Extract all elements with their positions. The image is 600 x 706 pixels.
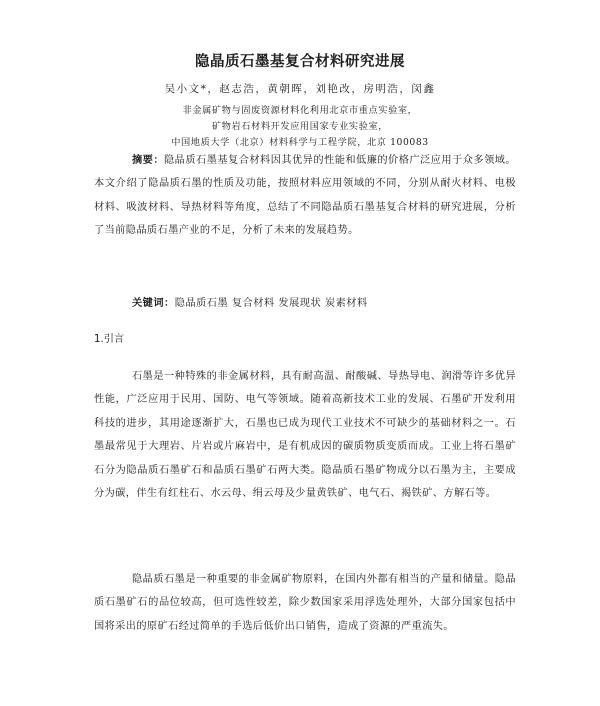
keywords-text: 隐晶质石墨 复合材料 发展现状 炭素材料 (174, 298, 368, 309)
abstract-text: 隐晶质石墨基复合材料因其优异的性能和低廉的价格广泛应用于众多领域。本文介绍了隐晶质石墨的性质及功能，按照材料应用领域的不同，分别从耐火材料、电极材料、吸波材料、导热材料等角度，总结了不同隐晶质石墨基复合材料的研究进展，分析了当前隐晶质石墨产业的不足，分析了未来的发展趋势。 (94, 155, 516, 237)
body-paragraph: 石墨是一种特殊的非金属材料，具有耐高温、耐酸碱、导热导电、润滑等许多优异性能，广泛应用于民用、国防、电气等领域。随着高新技术工业的发展、石墨矿开发利用科技的进步，其用途逐渐扩大，石墨也已成为现代工业技术不可缺少的基础材料之一。石墨最常见于大理岩、片岩或片麻岩中，是有机成因的碳质物质变质而成。工业上将石墨矿石分为隐晶质石墨矿石和晶质石墨矿石两大类。隐晶质石墨矿物成分以石墨为主，主要成分为碳，伴生有红柱石、水云母、绢云母及少量黄铁矿、电气石、褐铁矿、方解石等。 (94, 371, 516, 500)
section-heading: 1.引言 (94, 334, 125, 345)
abstract-label: 摘要： (132, 155, 165, 166)
paper-title: 隐晶质石墨基复合材料研究进展 (195, 54, 405, 70)
author-list: 吴小文*，赵志浩，黄朝晖，刘艳改，房明浩，闵鑫 (164, 83, 436, 95)
keywords-label: 关键词： (132, 298, 175, 309)
keywords (132, 294, 368, 309)
abstract (94, 149, 516, 243)
affiliation-line: 中国地质大学（北京）材料科学与工程学院，北京 100083 (171, 137, 429, 148)
affiliation-line: 矿物岩石材料开发应用国家专业实验室， (211, 121, 389, 132)
affiliation-line: 非金属矿物与固废资源材料化利用北京市重点实验室， (182, 105, 418, 116)
body-paragraph: 隐晶质石墨是一种重要的非金属矿物原料，在国内外都有相当的产量和储量。隐晶质石墨矿石的品位较高，但可选性较差，除少数国家采用浮选处理外，大部分国家包括中国将采出的原矿石经过简单的手选后低价出口销售，造成了资源的严重流失。 (94, 574, 516, 632)
